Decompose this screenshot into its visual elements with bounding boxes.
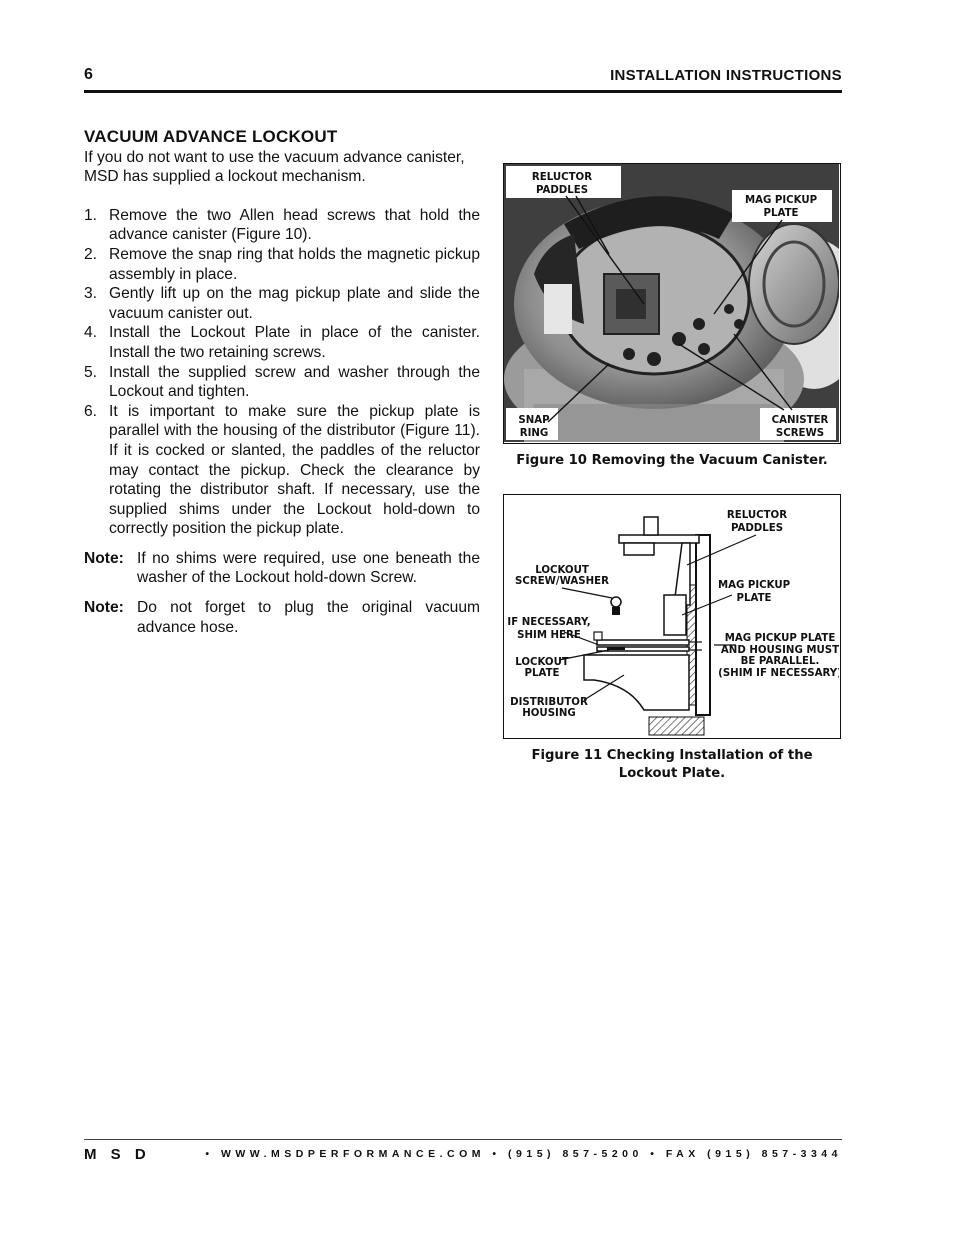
- note-text: Do not forget to plug the original vacuum advance hose.: [137, 599, 480, 636]
- label-snap-ring: SNAP: [518, 415, 550, 426]
- label-distributor-housing: HOUSING: [522, 708, 576, 719]
- instructions-column: [84, 127, 480, 637]
- housing-base-hatch: [649, 717, 704, 735]
- label-distributor-housing: DISTRIBUTOR: [510, 697, 588, 708]
- label-parallel-note: MAG PICKUP PLATE: [724, 633, 836, 644]
- label-mag-pickup-plate: PLATE: [763, 208, 799, 219]
- figure-10-photo: [503, 163, 841, 444]
- section-title: VACUUM ADVANCE LOCKOUT: [84, 127, 338, 146]
- step-number: 4.: [84, 324, 98, 342]
- step-text: Install the supplied screw and washer through the Lockout and tighten.: [109, 363, 480, 401]
- page-footer: [84, 1144, 842, 1164]
- step-number: 2.: [84, 245, 98, 263]
- list-item: [84, 323, 480, 362]
- step-number: 6.: [84, 402, 98, 420]
- label-parallel-note: (SHIM IF NECESSARY): [718, 668, 839, 679]
- note-text: If no shims were required, use one beneath the washer of the Lockout hold-down Screw.: [137, 549, 480, 587]
- page-header: [84, 66, 842, 92]
- step-number: 1.: [84, 206, 98, 224]
- distributor-photo: [504, 164, 839, 442]
- shim-block: [594, 632, 602, 640]
- list-item: [84, 284, 480, 323]
- note: [84, 549, 480, 588]
- list-item: [84, 245, 480, 284]
- label-snap-ring: RING: [519, 428, 549, 439]
- footer-rule: [84, 1139, 842, 1140]
- step-text: Remove the snap ring that holds the magnetic pickup assembly in place.: [109, 245, 480, 283]
- pickup-center: [616, 289, 646, 319]
- header-rule: [84, 90, 842, 93]
- figure-11-diagram: [503, 494, 841, 739]
- distributor-wall: [696, 535, 710, 715]
- figure-11-caption: Figure 11 Checking Installation of the Lockout Plate.: [531, 748, 813, 781]
- label-reluctor-paddles: PADDLES: [535, 185, 589, 196]
- running-title: INSTALLATION INSTRUCTIONS: [610, 67, 842, 84]
- step-text: It is important to make sure the pickup plate is parallel with the housing of the distributor (Figure 11). If it is cocked or slanted, the paddles of the reluctor may contact the pickup. Check the clearance by rotating the distributor shaft. If necessary, use the supplied shims under the Lockout hold-down to correctly position the pickup plate.: [109, 402, 480, 538]
- note-label: Note:: [84, 599, 124, 617]
- label-reluctor-paddles: RELUCTOR: [726, 510, 788, 521]
- step-text: Remove the two Allen head screws that hold the advance canister (Figure 10).: [109, 206, 480, 244]
- label-shim-here: IF NECESSARY,: [507, 617, 591, 628]
- label-lockout-screw: SCREW/WASHER: [515, 576, 609, 587]
- label-mag-pickup: PLATE: [736, 593, 772, 604]
- distributor-housing: [584, 655, 689, 710]
- label-lockout-screw: LOCKOUT: [535, 565, 589, 576]
- lockout-screw-head: [611, 597, 621, 607]
- step-text: Gently lift up on the mag pickup plate and slide the vacuum canister out.: [109, 285, 480, 322]
- lockout-diagram: [504, 495, 839, 737]
- lockout-screw-shank: [612, 607, 620, 615]
- reluctor-arm: [619, 535, 699, 543]
- label-mag-pickup: MAG PICKUP: [717, 580, 791, 591]
- label-lockout-plate: LOCKOUT: [515, 657, 569, 668]
- label-parallel-note: BE PARALLEL.: [740, 656, 820, 667]
- label-reluctor-paddles: PADDLES: [730, 523, 784, 534]
- figure-10-caption: Figure 10 Removing the Vacuum Canister.: [516, 453, 828, 468]
- label-reluctor-paddles: RELUCTOR: [531, 172, 593, 183]
- mag-pickup-plate: [597, 640, 689, 645]
- step-number: 5.: [84, 363, 98, 381]
- note: [84, 598, 480, 637]
- label-shim-here: SHIM HERE: [517, 630, 581, 641]
- list-item: [84, 402, 480, 539]
- step-text: Install the Lockout Plate in place of the canister. Install the two retaining screws.: [109, 324, 480, 361]
- label-mag-pickup-plate: MAG PICKUP: [744, 195, 818, 206]
- list-item: [84, 363, 480, 402]
- label-canister-screws: CANISTER: [771, 415, 829, 426]
- list-item: [84, 206, 480, 245]
- pickup-coil: [544, 284, 572, 334]
- label-canister-screws: SCREWS: [775, 428, 825, 439]
- step-number: 3.: [84, 285, 98, 303]
- shim: [607, 647, 625, 650]
- shaft-top: [644, 517, 658, 535]
- intro-paragraph: If you do not want to use the vacuum advance canister, MSD has supplied a lockout mechanism.: [84, 148, 465, 186]
- label-lockout-plate: PLATE: [524, 668, 560, 679]
- page-number: 6: [84, 66, 93, 83]
- steps-list: [84, 206, 480, 539]
- footer-contact: • WWW.MSDPERFORMANCE.COM • (915) 857-5200 • FAX (915) 857-3344: [205, 1148, 842, 1160]
- shaft-nut: [624, 543, 654, 555]
- label-parallel-note: AND HOUSING MUST: [720, 645, 839, 656]
- housing-flange: [524, 404, 784, 442]
- note-label: Note:: [84, 549, 124, 567]
- brand-name: M S D: [84, 1145, 151, 1163]
